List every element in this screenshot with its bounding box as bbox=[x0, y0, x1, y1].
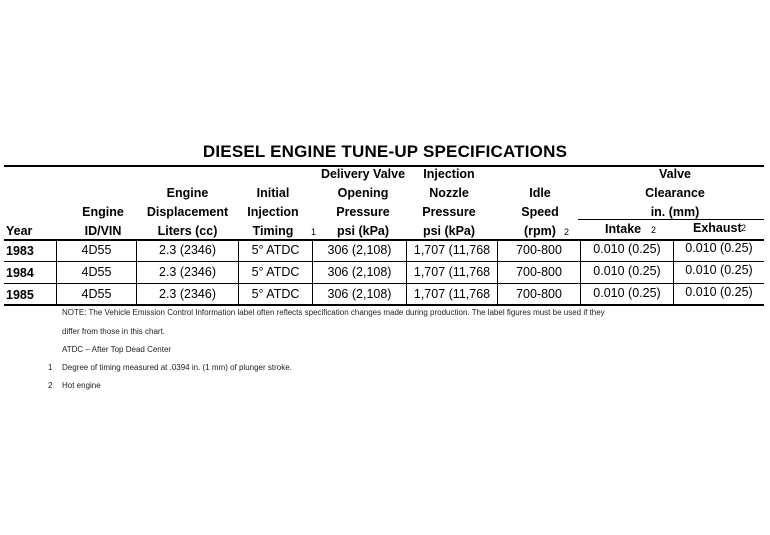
page-title: DIESEL ENGINE TUNE-UP SPECIFICATIONS bbox=[202, 142, 568, 161]
header-delivery-valve bbox=[318, 165, 408, 241]
footnote-1-number: 1 bbox=[48, 363, 53, 372]
header-year: Year bbox=[6, 224, 33, 238]
header-delivery-line3: Pressure bbox=[336, 205, 390, 219]
header-valve-line2: Clearance bbox=[645, 186, 705, 200]
cell-intake: 0.010 (0.25) bbox=[593, 286, 661, 300]
table-bottom-rule bbox=[4, 304, 764, 306]
cell-delivery: 306 (2,108) bbox=[327, 265, 392, 279]
cell-timing: 5° ATDC bbox=[251, 265, 300, 279]
cell-year: 1984 bbox=[6, 266, 34, 280]
cell-engine: 4D55 bbox=[81, 243, 112, 257]
cell-delivery: 306 (2,108) bbox=[327, 243, 392, 257]
header-engine-line1: Engine bbox=[82, 205, 124, 219]
cell-intake: 0.010 (0.25) bbox=[593, 242, 661, 256]
atdc-definition: ATDC – After Top Dead Center bbox=[62, 345, 172, 354]
header-nozzle-line4: psi (kPa) bbox=[422, 224, 476, 238]
row-rule-2 bbox=[4, 283, 764, 284]
cell-year: 1985 bbox=[6, 288, 34, 302]
header-nozzle-line1: Injection bbox=[423, 167, 475, 181]
cell-exhaust: 0.010 (0.25) bbox=[685, 263, 753, 277]
header-displacement bbox=[135, 184, 240, 241]
header-disp-line1: Engine bbox=[166, 186, 209, 200]
header-nozzle-line3: Pressure bbox=[422, 205, 476, 219]
header-nozzle-line2: Nozzle bbox=[429, 186, 469, 200]
cell-timing: 5° ATDC bbox=[251, 287, 300, 301]
valve-subheader-rule bbox=[578, 219, 764, 220]
header-top-rule bbox=[4, 165, 764, 167]
header-delivery-line4: psi (kPa) bbox=[336, 224, 390, 238]
footnote-1-text: Degree of timing measured at .0394 in. (1 mm) of plunger stroke. bbox=[62, 363, 292, 372]
header-timing-footnote: 1 bbox=[311, 227, 317, 237]
header-delivery-line1: Delivery Valve bbox=[320, 167, 406, 181]
header-intake-footnote: 2 bbox=[651, 225, 657, 235]
header-timing-line3: Timing bbox=[252, 224, 294, 238]
header-valve-clearance bbox=[600, 165, 750, 222]
header-idle-footnote: 2 bbox=[564, 227, 570, 237]
cell-engine: 4D55 bbox=[81, 265, 112, 279]
header-valve-line1: Valve bbox=[659, 167, 691, 181]
header-exhaust-footnote: 2 bbox=[741, 223, 747, 233]
header-disp-line3: Liters (cc) bbox=[157, 224, 218, 238]
cell-exhaust: 0.010 (0.25) bbox=[685, 241, 753, 255]
note-text: NOTE: The Vehicle Emission Control Information label often reflects specification changes made during production. The label figures must be used if they bbox=[62, 308, 605, 317]
cell-idle: 700-800 bbox=[516, 243, 562, 257]
header-timing-line1: Initial bbox=[256, 186, 290, 200]
header-engine-line2: ID/VIN bbox=[84, 224, 122, 238]
cell-nozzle: 1,707 (11,768 bbox=[413, 287, 491, 301]
footnote-2-text: Hot engine bbox=[62, 381, 101, 390]
cell-intake: 0.010 (0.25) bbox=[593, 264, 661, 278]
cell-nozzle: 1,707 (11,768 bbox=[413, 265, 491, 279]
cell-exhaust: 0.010 (0.25) bbox=[685, 285, 753, 299]
header-disp-line2: Displacement bbox=[146, 205, 229, 219]
header-bottom-rule bbox=[4, 239, 764, 241]
header-nozzle bbox=[404, 165, 494, 241]
cell-displacement: 2.3 (2346) bbox=[159, 287, 216, 301]
cell-delivery: 306 (2,108) bbox=[327, 287, 392, 301]
cell-timing: 5° ATDC bbox=[251, 243, 300, 257]
header-idle-line2: Speed bbox=[521, 205, 559, 219]
footnote-2-number: 2 bbox=[48, 381, 53, 390]
cell-displacement: 2.3 (2346) bbox=[159, 265, 216, 279]
header-idle-line3: (rpm) bbox=[524, 224, 556, 238]
header-engine bbox=[68, 203, 138, 241]
header-timing-line2: Injection bbox=[247, 205, 299, 219]
cell-idle: 700-800 bbox=[516, 265, 562, 279]
cell-nozzle: 1,707 (11,768 bbox=[413, 243, 491, 257]
row-rule-1 bbox=[4, 261, 764, 262]
cell-displacement: 2.3 (2346) bbox=[159, 243, 216, 257]
header-intake: Intake bbox=[605, 222, 642, 236]
cell-year: 1983 bbox=[6, 244, 34, 258]
header-delivery-line2: Opening bbox=[337, 186, 389, 200]
header-valve-line3: in. (mm) bbox=[650, 205, 700, 219]
note-text-continued: differ from those in this chart. bbox=[62, 327, 166, 336]
header-timing bbox=[238, 184, 308, 241]
header-idle-line1: Idle bbox=[529, 186, 551, 200]
header-exhaust: Exhaust bbox=[693, 221, 742, 235]
cell-idle: 700-800 bbox=[516, 287, 562, 301]
cell-engine: 4D55 bbox=[81, 287, 112, 301]
